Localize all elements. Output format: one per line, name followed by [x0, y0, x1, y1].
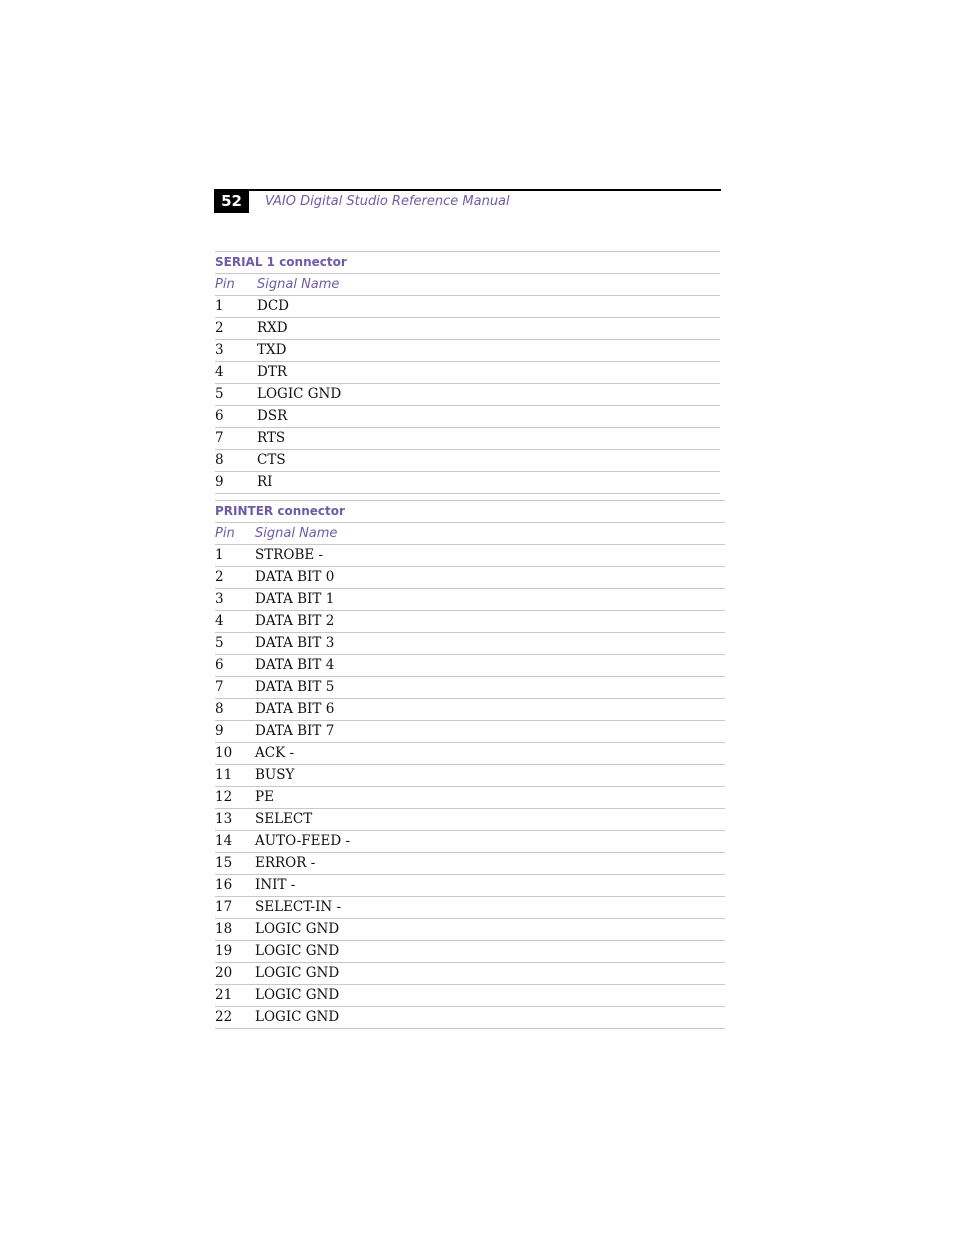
table-row — [215, 384, 720, 406]
table-row — [215, 875, 725, 897]
table-row — [215, 340, 720, 362]
signal-name: DATA BIT 4 — [255, 657, 335, 673]
signal-name: SELECT-IN - — [255, 899, 342, 915]
pin-number: 16 — [215, 877, 233, 893]
signal-name: INIT - — [255, 877, 296, 893]
signal-name: DATA BIT 6 — [255, 701, 335, 717]
table-row — [215, 919, 725, 941]
table-row — [215, 362, 720, 384]
serial-table-body — [215, 296, 720, 494]
table-row — [215, 296, 720, 318]
pin-number: 8 — [215, 452, 224, 468]
printer-signal-header: Signal Name — [255, 526, 338, 541]
table-row — [215, 472, 720, 494]
signal-name: LOGIC GND — [257, 386, 342, 402]
serial-table-title-name: SERIAL 1 — [215, 255, 276, 269]
signal-name: RI — [257, 474, 273, 490]
pin-number: 2 — [215, 569, 224, 585]
pin-number: 5 — [215, 386, 224, 402]
signal-name: DCD — [257, 298, 289, 314]
signal-name: RXD — [257, 320, 288, 336]
table-row — [215, 655, 725, 677]
page-header — [214, 189, 721, 215]
pin-number: 13 — [215, 811, 233, 827]
pin-number: 5 — [215, 635, 224, 651]
pin-number: 19 — [215, 943, 233, 959]
header-rule — [214, 189, 721, 191]
signal-name: TXD — [257, 342, 287, 358]
pin-number: 6 — [215, 408, 224, 424]
printer-table-title-name: PRINTER — [215, 504, 274, 518]
serial-table-header — [215, 274, 720, 296]
signal-name: ACK - — [255, 745, 295, 761]
table-row — [215, 897, 725, 919]
signal-name: LOGIC GND — [255, 921, 340, 937]
pin-number: 12 — [215, 789, 233, 805]
signal-name: DATA BIT 0 — [255, 569, 335, 585]
pin-number: 1 — [215, 547, 224, 563]
signal-name: AUTO-FEED - — [255, 833, 351, 849]
signal-name: DATA BIT 7 — [255, 723, 335, 739]
table-row — [215, 567, 725, 589]
table-row — [215, 318, 720, 340]
pin-number: 7 — [215, 679, 224, 695]
signal-name: RTS — [257, 430, 286, 446]
signal-name: LOGIC GND — [255, 965, 340, 981]
pin-number: 21 — [215, 987, 233, 1003]
pin-number: 15 — [215, 855, 233, 871]
table-row — [215, 699, 725, 721]
signal-name: DATA BIT 1 — [255, 591, 335, 607]
table-row — [215, 545, 725, 567]
signal-name: DSR — [257, 408, 288, 424]
serial-table-title-suffix: connector — [275, 255, 347, 269]
table-row — [215, 743, 725, 765]
signal-name: LOGIC GND — [255, 1009, 340, 1025]
pin-number: 8 — [215, 701, 224, 717]
manual-title: VAIO Digital Studio Reference Manual — [265, 194, 510, 209]
table-row — [215, 721, 725, 743]
printer-table-title — [215, 500, 725, 523]
pin-number: 20 — [215, 965, 233, 981]
pin-number: 2 — [215, 320, 224, 336]
pin-number: 10 — [215, 745, 233, 761]
pin-number: 11 — [215, 767, 233, 783]
pin-number: 9 — [215, 723, 224, 739]
table-row — [215, 853, 725, 875]
signal-name: LOGIC GND — [255, 987, 340, 1003]
signal-name: PE — [255, 789, 274, 805]
table-row — [215, 677, 725, 699]
serial-table-title — [215, 251, 720, 274]
printer-table-header — [215, 523, 725, 545]
signal-name: STROBE - — [255, 547, 324, 563]
pin-number: 1 — [215, 298, 224, 314]
pin-number: 18 — [215, 921, 233, 937]
serial-signal-header: Signal Name — [257, 277, 340, 292]
table-row — [215, 450, 720, 472]
printer-connector-table — [215, 500, 725, 1029]
table-row — [215, 963, 725, 985]
pin-number: 4 — [215, 364, 224, 380]
signal-name: BUSY — [255, 767, 295, 783]
pin-number: 6 — [215, 657, 224, 673]
table-row — [215, 787, 725, 809]
signal-name: CTS — [257, 452, 286, 468]
table-row — [215, 1007, 725, 1029]
signal-name: SELECT — [255, 811, 313, 827]
page-number: 52 — [214, 190, 249, 213]
pin-number: 3 — [215, 591, 224, 607]
pin-number: 9 — [215, 474, 224, 490]
pin-number: 17 — [215, 899, 233, 915]
pin-number: 14 — [215, 833, 233, 849]
signal-name: DATA BIT 2 — [255, 613, 335, 629]
table-row — [215, 428, 720, 450]
signal-name: ERROR - — [255, 855, 316, 871]
table-row — [215, 765, 725, 787]
signal-name: DTR — [257, 364, 287, 380]
table-row — [215, 611, 725, 633]
table-row — [215, 941, 725, 963]
signal-name: DATA BIT 3 — [255, 635, 335, 651]
pin-number: 4 — [215, 613, 224, 629]
pin-number: 22 — [215, 1009, 233, 1025]
signal-name: DATA BIT 5 — [255, 679, 335, 695]
serial-connector-table — [215, 251, 720, 494]
table-row — [215, 406, 720, 428]
table-row — [215, 589, 725, 611]
printer-table-body — [215, 545, 725, 1029]
table-row — [215, 633, 725, 655]
table-row — [215, 831, 725, 853]
pin-number: 3 — [215, 342, 224, 358]
table-row — [215, 809, 725, 831]
printer-table-title-suffix: connector — [273, 504, 345, 518]
signal-name: LOGIC GND — [255, 943, 340, 959]
table-row — [215, 985, 725, 1007]
printer-pin-header: Pin — [215, 526, 235, 541]
serial-pin-header: Pin — [215, 277, 235, 292]
pin-number: 7 — [215, 430, 224, 446]
